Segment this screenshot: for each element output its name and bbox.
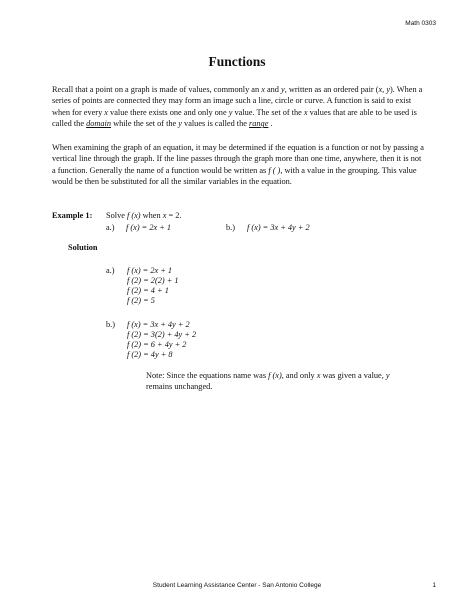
term-domain: domain bbox=[86, 119, 111, 129]
footer-text: Student Learning Assistance Center - San Antonio College bbox=[152, 582, 322, 589]
intro-text: Recall that a point on a graph is made of values, commonly an bbox=[52, 85, 262, 94]
solution-b-step: f (2) = 3(2) + 4y + 2 bbox=[127, 330, 197, 339]
intro-paragraph bbox=[52, 84, 424, 130]
var-x: x bbox=[316, 371, 321, 380]
solution-a-step: f (2) = 5 bbox=[127, 296, 155, 305]
intro-text: and bbox=[264, 85, 282, 94]
example-b-label: b.) bbox=[226, 223, 235, 232]
note-paragraph bbox=[146, 370, 406, 393]
function-notation: f (x) bbox=[268, 371, 282, 380]
graph-text: When examining the graph of an equation, it may be determined if the equation is a function or not by passing a vertical line through the graph. If the line passes through the graph more than one time, anywhere, then it is not a function. Generally the name of a function would be written as bbox=[52, 143, 424, 175]
var-y: y bbox=[228, 107, 233, 117]
example-a-label: a.) bbox=[106, 223, 115, 232]
note-text: , and only bbox=[281, 371, 317, 380]
function-notation: f ( ) bbox=[268, 165, 281, 175]
prompt-text: when bbox=[140, 211, 163, 220]
var-x: x bbox=[303, 107, 308, 117]
intro-text: values that are able to be used is called the bbox=[52, 107, 417, 129]
intro-text: . bbox=[268, 119, 273, 129]
var-x: x bbox=[162, 211, 167, 220]
intro-text: ). When a series of points are connected they may form an image such a line, circle or curve. A function is said to exist when for every bbox=[52, 85, 423, 117]
var-y: y bbox=[281, 85, 285, 94]
solution-heading: Solution bbox=[68, 243, 98, 252]
example-b-expression: f (x) = 3x + 4y + 2 bbox=[247, 223, 310, 232]
intro-text: value there exists one and only one bbox=[107, 107, 229, 117]
solution-a-step: f (2) = 4 + 1 bbox=[127, 286, 169, 295]
solution-a-label: a.) bbox=[106, 266, 115, 275]
var-x: x bbox=[104, 107, 108, 117]
intro-text: values is called the bbox=[181, 119, 250, 129]
solution-a-step: f (2) = 2(2) + 1 bbox=[127, 276, 179, 285]
prompt-text: = 2. bbox=[166, 211, 182, 220]
example-a-expression: f (x) = 2x + 1 bbox=[126, 223, 172, 232]
intro-text: value. The set of the bbox=[232, 107, 304, 117]
note-text: remains unchanged. bbox=[146, 382, 213, 392]
var-y: y bbox=[178, 119, 182, 129]
page-title: Functions bbox=[208, 54, 266, 69]
solution-b-step: f (2) = 4y + 8 bbox=[127, 350, 173, 359]
course-header: Math 0303 bbox=[405, 20, 436, 27]
solution-b-step: f (2) = 6 + 4y + 2 bbox=[127, 340, 187, 349]
intro-text: while the set of the bbox=[111, 119, 179, 129]
note-text: was given a value, bbox=[320, 371, 386, 380]
solution-b-step: f (x) = 3x + 4y + 2 bbox=[127, 320, 190, 329]
example-label: Example 1: bbox=[52, 211, 93, 220]
solution-a-step: f (x) = 2x + 1 bbox=[127, 266, 173, 275]
prompt-text: Solve bbox=[106, 211, 127, 220]
note-text: Note: Since the equations name was bbox=[146, 371, 269, 380]
solution-b-label: b.) bbox=[106, 320, 115, 329]
var-y: y bbox=[385, 371, 390, 380]
ordered-pair: x, y bbox=[378, 85, 391, 94]
graph-paragraph bbox=[52, 142, 424, 188]
page-number: 1 bbox=[432, 582, 436, 589]
term-range: range bbox=[249, 119, 269, 129]
intro-text: , written as an ordered pair ( bbox=[284, 85, 379, 94]
var-x: x bbox=[261, 85, 265, 94]
graph-text: , with a value in the grouping. This value would be then be substituted for all the similar variables in the equation. bbox=[52, 165, 417, 187]
function-notation: f (x) bbox=[126, 211, 141, 220]
example-prompt bbox=[106, 210, 181, 221]
